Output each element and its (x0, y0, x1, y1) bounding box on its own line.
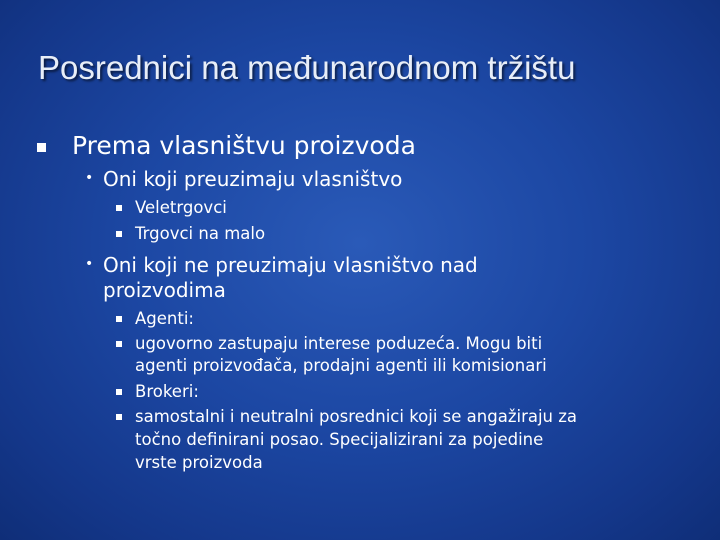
small-square-bullet-icon (116, 316, 122, 322)
group2-label-line1: Oni koji ne preuzimaju vlasništvo nad (103, 253, 478, 277)
round-bullet-icon: • (85, 170, 94, 186)
group2-item-4-line2: točno definirani posao. Specijalizirani za pojedine (135, 430, 544, 449)
group2-item-4-line1: samostalni i neutralni posrednici koji se angažiraju za (135, 407, 578, 426)
small-square-bullet-icon (116, 389, 122, 395)
square-bullet-icon (37, 143, 46, 152)
group2-item-2-line1: ugovorno zastupaju interese poduzeća. Mogu biti (135, 334, 543, 353)
group1-item-2: Trgovci na malo (135, 224, 266, 243)
group2-item-1: Agenti: (135, 309, 194, 328)
group2-item-3: Brokeri: (135, 382, 199, 401)
group2-item-2-line2: agenti proizvođača, prodajni agenti ili komisionari (135, 356, 547, 375)
group2-label-line2: proizvodima (103, 278, 226, 302)
group1-label: Oni koji preuzimaju vlasništvo (103, 167, 403, 191)
slide-title: Posrednici na međunarodnom tržištu (38, 49, 576, 86)
small-square-bullet-icon (116, 414, 122, 420)
group1-item-1: Veletrgovci (135, 198, 227, 217)
round-bullet-icon: • (85, 256, 94, 272)
small-square-bullet-icon (116, 205, 122, 211)
small-square-bullet-icon (116, 341, 122, 347)
level1-bullet-text: Prema vlasništvu proizvoda (72, 131, 416, 160)
small-square-bullet-icon (116, 231, 122, 237)
group2-item-4-line3: vrste proizvoda (135, 453, 263, 472)
